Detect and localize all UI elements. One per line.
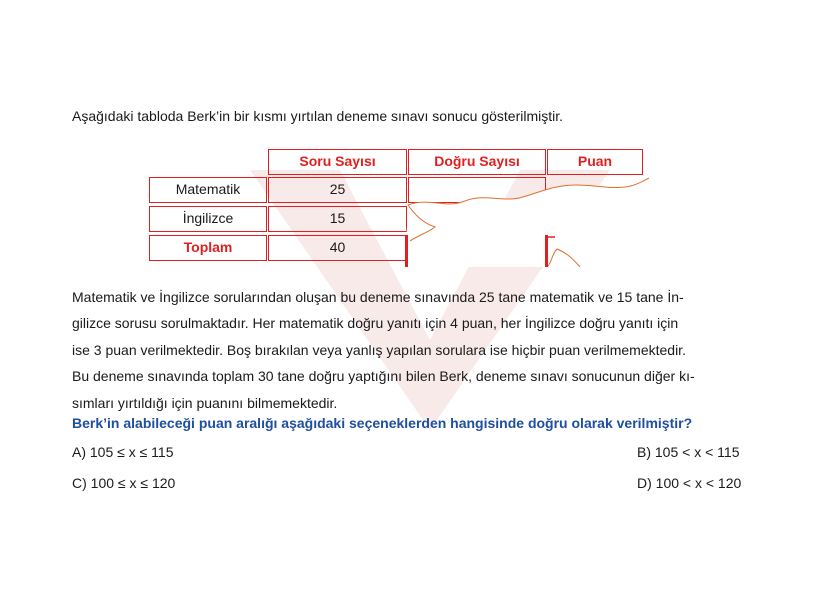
paragraph-line: Matematik ve İngilizce sorularından oluşan bu deneme sınavında 25 tane matematik ve 15 tane İn- (72, 289, 684, 305)
intro-text: Aşağıdaki tabloda Berk’in bir kısmı yırtılan deneme sınavı sonucu gösterilmiştir. (72, 108, 563, 124)
paragraph-line: ise 3 puan verilmektedir. Boş bırakılan veya yanlış yapılan sorulara ise hiçbir puan verilmemektedir. (72, 341, 686, 358)
header-dogru-sayisi: Doğru Sayısı (408, 149, 546, 175)
row-label-ingilizce: İngilizce (149, 206, 267, 232)
option-a[interactable]: A) 105 ≤ x ≤ 115 (72, 444, 174, 460)
question-text: Berk’in alabileceği puan aralığı aşağıdaki seçeneklerden hangisinde doğru olarak verilmiştir? (72, 415, 693, 431)
header-soru-sayisi: Soru Sayısı (268, 149, 407, 175)
cell-ingilizce-soru: 15 (268, 206, 407, 232)
header-puan: Puan (547, 149, 643, 175)
option-b[interactable]: B) 105 < x < 115 (637, 444, 740, 460)
option-d[interactable]: D) 100 < x < 120 (637, 475, 742, 491)
problem-paragraph (72, 284, 752, 416)
paragraph-line: gilizce sorusu sorulmaktadır. Her matematik doğru yanıtı için 4 puan, her İngilizce doğru yanıtı için (72, 315, 679, 332)
paragraph-line: Bu deneme sınavında toplam 30 tane doğru yaptığını bilen Berk, deneme sınavı sonucunun diğer kı- (72, 368, 695, 385)
torn-paper-edge (405, 175, 650, 267)
cell-matematik-soru: 25 (268, 177, 407, 203)
cell-toplam-soru: 40 (268, 235, 407, 261)
row-label-toplam: Toplam (149, 235, 267, 261)
paragraph-line: sımları yırtıldığı için puanını bilmemektedir. (72, 394, 338, 411)
option-c[interactable]: C) 100 ≤ x ≤ 120 (72, 475, 176, 491)
row-label-matematik: Matematik (149, 177, 267, 203)
